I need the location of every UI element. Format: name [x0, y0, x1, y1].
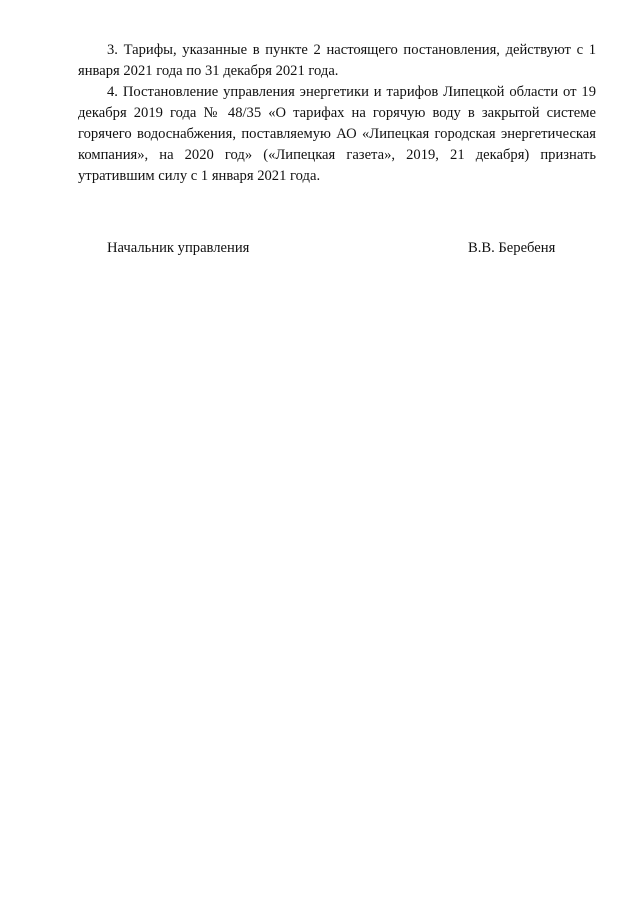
signatory-title: Начальник управления [107, 240, 250, 256]
paragraph-3: 3. Тарифы, указанные в пункте 2 настоящего постановления, действуют с 1 января 2021 года по 31 декабря 2021 года. [78, 42, 596, 79]
signatory-name: В.В. Беребеня [468, 240, 556, 256]
document-body [78, 40, 596, 187]
paragraph-4: 4. Постановление управления энергетики и тарифов Липецкой области от 19 декабря 2019 года № 48/35 «О тарифах на горячую воду в закрытой системе горячего водоснабжения, поставляемую АО «Липецкая городская энергетическая компания», на 2020 год» («Липецкая газета», 2019, 21 декабря) признать утратившим силу с 1 января 2021 года. [78, 84, 596, 184]
